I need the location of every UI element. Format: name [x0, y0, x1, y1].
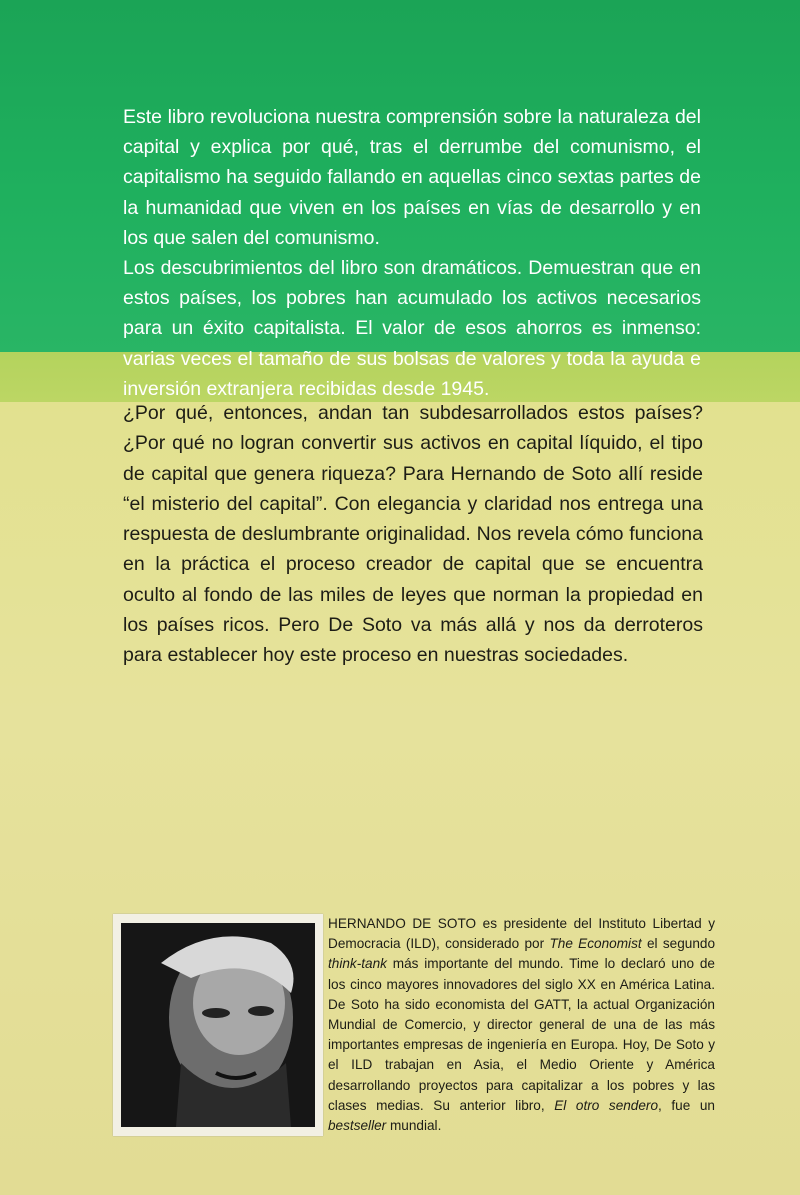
- author-portrait-illustration: [121, 923, 315, 1127]
- bio-text-3: más importante del mundo. Time lo declaró uno de los cinco mayores innovadores del siglo XX en América Latina. De Soto ha sido economista del GATT, la actual Organización Mundial de Comercio, y director general de una de las más importantes empresas de ingeniería en Europa. Hoy, De Soto y el ILD trabajan en Asia, el Medio Oriente y América desarrollando proyectos para capitalizar a los pobres y las clases medias. Su anterior libro,: [328, 956, 715, 1113]
- bio-italic-the-economist: The Economist: [549, 936, 642, 952]
- author-bio: [328, 914, 715, 1136]
- bio-text-4: , fue un: [658, 1097, 715, 1113]
- blurb: [123, 102, 701, 404]
- bio-italic-bestseller: bestseller: [328, 1118, 387, 1134]
- bio-italic-el-otro-sendero: El otro sendero: [554, 1097, 659, 1113]
- bio-text-2: el segundo: [641, 936, 716, 952]
- author-photo: [121, 923, 315, 1127]
- bio-text-1: HERNANDO DE SOTO es presidente del Instituto Libertad y Democracia (ILD), considerado por: [328, 916, 715, 952]
- author-photo-frame: [113, 914, 323, 1136]
- blurb-paragraph-2: Los descubrimientos del libro son dramáticos. Demuestran que en estos países, los pobres han acumulado los activos necesarios para un éxito capitalista. El valor de esos ahorros es inmenso: varias veces el tamaño de sus bolsas de valores y toda la ayuda e inversión extranjera recibidas desde 1945.: [123, 257, 701, 400]
- blurb-paragraph-1: Este libro revoluciona nuestra comprensión sobre la naturaleza del capital y explica por qué, tras el derrumbe del comunismo, el capitalismo ha seguido fallando en aquellas cinco sextas partes de la humanidad que viven en los países en vías de desarrollo y en los que salen del comunismo.: [123, 106, 701, 249]
- bio-italic-think-tank: think-tank: [328, 956, 387, 972]
- blurb-paragraph-3: ¿Por qué, entonces, andan tan subdesarrollados estos países? ¿Por qué no logran convertir sus activos en capital líquido, el tipo de capital que genera riqueza? Para Hernando de Soto allí reside “el misterio del capital”. Con elegancia y claridad nos entrega una respuesta de deslumbrante originalidad. Nos revela cómo funciona en la práctica el proceso creador de capital que se encuentra oculto al fondo de las miles de leyes que norman la propiedad en los países ricos. Pero De Soto va más allá y nos da derroteros para establecer hoy este proceso en nuestras sociedades.: [123, 402, 703, 667]
- bio-text-5: mundial.: [386, 1118, 442, 1134]
